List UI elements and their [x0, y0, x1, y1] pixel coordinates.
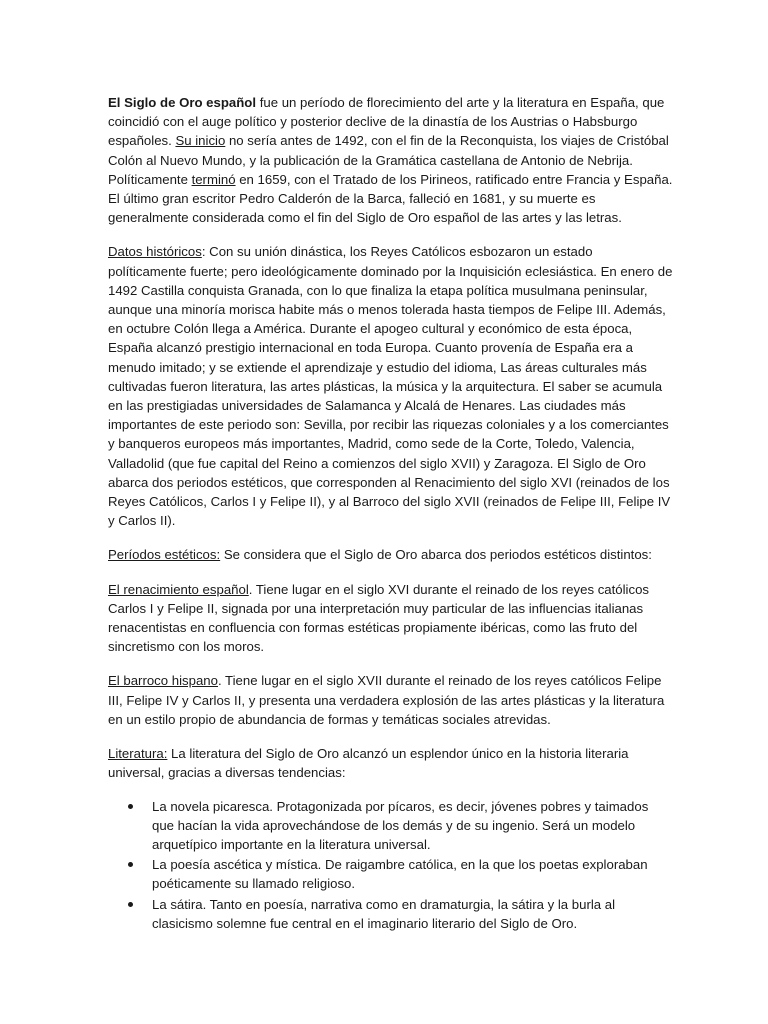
barroco-text: . Tiene lugar en el siglo XVII durante el reinado de los reyes católicos Felipe III, Felipe IV y Carlos II, y presenta una verdadera explosión de las artes plásticas y la literatura en un estilo propio de abundancia de formas y temáticas sociales atrevidas.	[108, 673, 665, 727]
list-item-text: La novela picaresca. Protagonizada por pícaros, es decir, jóvenes pobres y taimados que hacían la vida aprovechándose de los demás y de su ingenio. Será un modelo arquetípico importante en la literatura universal.	[152, 798, 649, 852]
datos-text: Con su unión dinástica, los Reyes Católicos esbozaron un estado políticamente fuerte; pero ideológicamente dominado por la Inquisición eclesiástica. En enero de 1492 Castilla conquista Granada, con lo que finaliza la etapa política musulmana peninsular, aunque una minoría morisca habite más o menos tolerada hasta tiempos de Felipe III. Además, en octubre Colón llega a América. Durante el apogeo cultural y económico de esta época, España alcanzó prestigio internacional en toda Europa. Cuanto provenía de España era a menudo imitado; y se extiende el aprendizaje y estudio del idioma, Las áreas culturales más cultivadas fueron literatura, las artes plásticas, la música y la arquitectura. El saber se acumula en las prestigiadas universidades de Salamanca y Alcalá de Henares. Las ciudades más importantes de este periodo son: Sevilla, por recibir las riquezas coloniales y a los comerciantes y banqueros europeos más importantes, Madrid, como sede de la Corte, Toledo, Valencia, Valladolid (que fue capital del Reino a comienzos del siglo XVII) y Zaragoza. El Siglo de Oro abarca dos periodos estéticos, que corresponden al Renacimiento del siglo XVI (reinados de los Reyes Católicos, Carlos I y Felipe II), y al Barroco del siglo XVII (reinados de Felipe III, Felipe IV y Carlos II).	[108, 244, 673, 529]
datos-heading: Datos históricos	[108, 244, 202, 260]
bullet-icon	[128, 804, 133, 809]
renacimiento-paragraph	[108, 580, 673, 657]
intro-text-2: no sería antes de 1492, con el fin de la Reconquista, los viajes de Cristóbal Colón al Nuevo Mundo, y la publicación de la Gramática castellana de Antonio de Nebrija. Políticamente	[108, 133, 669, 187]
intro-text-3: en 1659, con el Tratado de los Pirineos, ratificado entre Francia y España. El último gran escritor Pedro Calderón de la Barca, falleció en 1681, y su muerte es generalmente considerada como el fin del Siglo de Oro español de las artes y las letras.	[108, 171, 673, 226]
periodos-paragraph	[108, 545, 673, 564]
list-item	[108, 895, 673, 933]
list-item	[108, 797, 673, 855]
literatura-paragraph	[108, 744, 673, 782]
list-item-text: La sátira. Tanto en poesía, narrativa como en dramaturgia, la sátira y la burla al clasicismo solemne fue central en el imaginario literario del Siglo de Oro.	[152, 896, 616, 931]
inicio-label: Su inicio	[175, 133, 226, 149]
datos-paragraph	[108, 242, 673, 530]
intro-text-1: fue un período de florecimiento del arte y la literatura en España, que coincidió con el auge político y posterior declive de la dinastía de los Austrias o Habsburgo españoles.	[108, 95, 665, 149]
renacimiento-text: . Tiene lugar en el siglo XVI durante el reinado de los reyes católicos Carlos I y Felipe II, signada por una interpretación muy particular de las influencias italianas renacentistas en confluencia con formas estéticas propiamente ibéricas, como las fruto del sincretismo con los moros.	[108, 581, 650, 655]
list-item	[108, 855, 673, 893]
document-body	[108, 93, 673, 933]
periodos-heading: Períodos estéticos:	[108, 547, 221, 563]
intro-bold-term: El Siglo de Oro español	[108, 95, 257, 110]
barroco-heading: El barroco hispano	[108, 673, 218, 689]
intro-paragraph	[108, 93, 673, 227]
periodos-text: Se considera que el Siglo de Oro abarca dos periodos estéticos distintos:	[220, 547, 652, 563]
literatura-text: La literatura del Siglo de Oro alcanzó un esplendor único en la historia literaria universal, gracias a diversas tendencias:	[108, 746, 629, 781]
termino-label: terminó	[191, 171, 236, 187]
bullet-icon	[128, 902, 133, 907]
barroco-paragraph	[108, 671, 673, 729]
list-item-text: La poesía ascética y mística. De raigambre católica, en la que los poetas exploraban poéticamente su llamado religioso.	[152, 857, 648, 892]
renacimiento-heading: El renacimiento español	[108, 581, 249, 597]
literatura-list	[108, 797, 673, 933]
bullet-icon	[128, 862, 133, 867]
literatura-heading: Literatura:	[108, 746, 168, 762]
datos-colon: :	[201, 244, 206, 260]
